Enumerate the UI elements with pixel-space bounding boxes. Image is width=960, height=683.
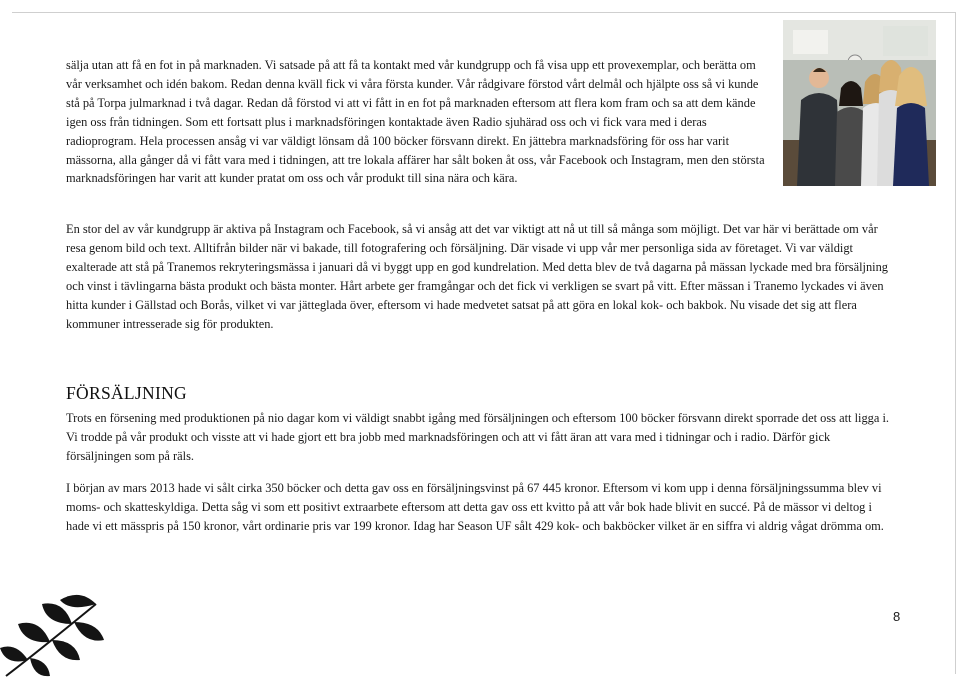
sales-paragraph-1: Trots en försening med produktionen på nio dagar kom vi väldigt snabbt igång med försäljningen och eftersom 100 böcker försvann direkt sporrade det oss att ligga i. Vi trodde på vår produkt och visste att vi hade gjort ett bra jobb med marknadsföringen och att vi fått äran att vara med i tidningar och i radio. Därför gick försäljningen som på räls. (66, 411, 889, 463)
leaf-branch-icon (0, 590, 110, 678)
page-number: 8 (893, 609, 901, 624)
sales-paragraph-2: I början av mars 2013 hade vi sålt cirka 350 böcker och detta gav oss en försäljningsvinst på 67 445 kronor. Eftersom vi kom upp i denna försäljningssumma blev vi moms- och skatteskyldiga. Detta såg vi som ett positivt extraarbete eftersom att detta gav oss ett kvitto på att vår bok hade blivit en succé. På de mässor vi deltog i hade vi ett mässpris på 150 kronor, vårt ordinarie pris var 199 kronor. Idag har Season UF sålt 429 kok- och bakböcker vilket är en siffra vi aldrig vågat drömma om. (66, 481, 884, 533)
section-heading: FÖRSÄLJNING (66, 383, 187, 403)
social-media-paragraph: En stor del av vår kundgrupp är aktiva på Instagram och Facebook, så vi ansåg att det var viktigt att nå ut till så många som möjligt. Det var här vi berättade om vår resa genom bild och text. Alltifrån bilder när vi bakade, till fotografering och försäljning. Där visade vi upp vår mer personliga sida av företaget. Vi var väldigt exalterade att stå på Tranemos rekryteringsmässa i januari då vi byggt upp en god kundrelation. Med detta blev de två dagarna på mässan lyckade med bra försäljning och vinst i tävlingarna bästa produkt och bästa monter. Hårt arbete ger framgångar och det fick vi verkligen se svart på vitt. Efter mässan i Tranemo lyckades vi även hitta kunder i Gällstad och Borås, vilket vi var jätteglada över, eftersom vi hade medvetet satsat på att göra en lokal kok- och bakbok. Nu visade det sig att flera kommuner intresserade sig för produkten. (66, 222, 889, 331)
intro-paragraph: sälja utan att få en fot in på marknaden. Vi satsade på att få ta kontakt med vår kundgrupp och få visa upp ett provexemplar, och berätta om vår verksamhet och idén bakom. Redan denna kväll fick vi våra första kunder. Vår rådgivare förstod vårt delmål och hjälpte oss så vi kunde stå på Torpa julmarknad i två dagar. Redan då förstod vi att vi fått in en fot på marknaden eftersom att flera kom fram och sa att dem kände igen oss från tidningen. Som ett fortsatt plus i marknadsföringen kontaktade även Radio sjuhärad oss och vi fick vara med i deras radioprogram. Hela processen ansåg vi var väldigt lönsam då 100 böcker försvann direkt. En jättebra marknadsföring för oss har varit mässorna, alla gånger då vi fått vara med i tidningen, att tre lokala affärer har sålt boken åt oss, vår Facebook och Instagram, men den största marknadsföringen har varit att kunder pratat om oss och vår produkt till sina nära och kära. (66, 58, 765, 186)
group-photo (783, 20, 936, 186)
